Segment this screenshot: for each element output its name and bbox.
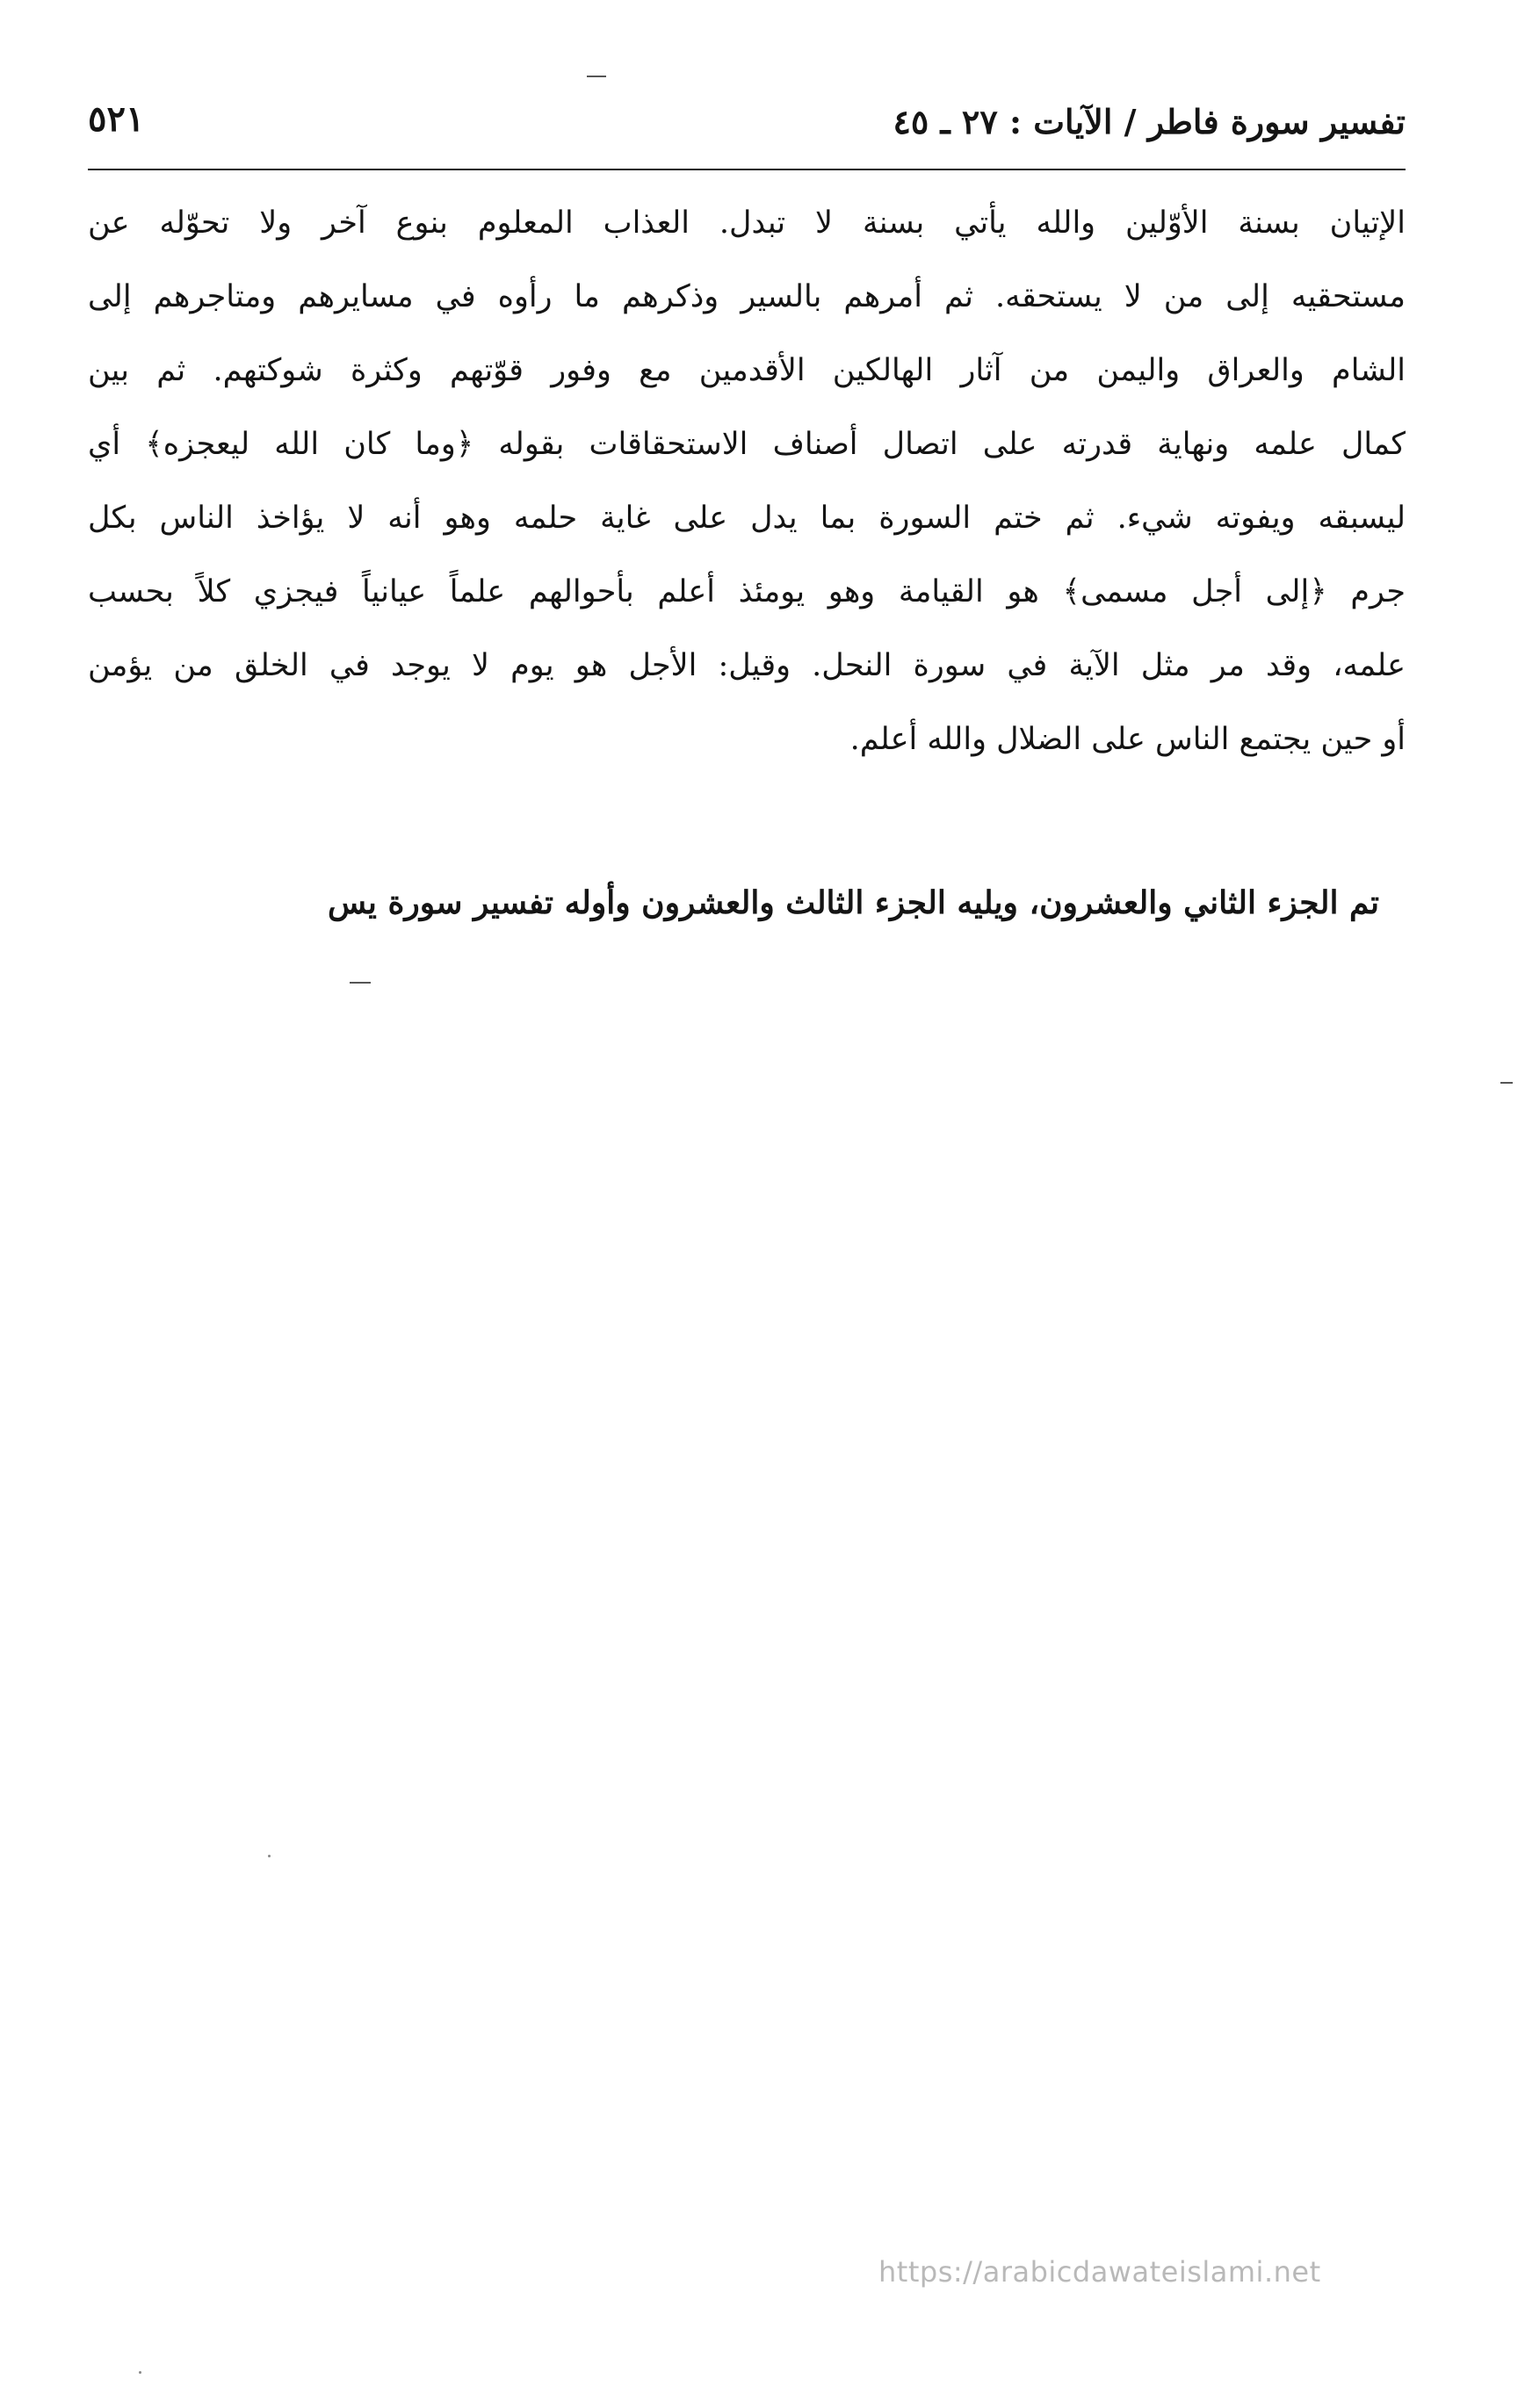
text-line: جرم ﴿إلى أجل مسمى﴾ هو القيامة وهو يومئذ أعلم بأحوالهم علماً عيانياً فيجزي كلاً بحسب xyxy=(88,574,1406,609)
scan-speck xyxy=(268,1855,271,1857)
body-paragraph xyxy=(88,186,1406,776)
text-line: أو حين يجتمع الناس على الضلال والله أعلم. xyxy=(849,722,1406,757)
text-line: مستحقيه إلى من لا يستحقه. ثم أمرهم بالسير وذكرهم ما رأوه في مسايرهم ومتاجرهم إلى xyxy=(88,279,1406,314)
header-rule xyxy=(88,169,1406,170)
text-line: ليسبقه ويفوته شيء. ثم ختم السورة بما يدل على غاية حلمه وهو أنه لا يؤاخذ الناس بكل xyxy=(88,501,1406,536)
text-line: الإتيان بسنة الأوّلين والله يأتي بسنة لا تبدل. العذاب المعلوم بنوع آخر ولا تحوّله عن xyxy=(88,205,1406,241)
scan-speck xyxy=(139,2371,141,2374)
scan-mark xyxy=(587,76,606,77)
page-number: ٥٢١ xyxy=(88,98,145,140)
scan-mark xyxy=(1500,1082,1513,1084)
text-line: علمه، وقد مر مثل الآية في سورة النحل. وقيل: الأجل هو يوم لا يوجد في الخلق من يؤمن xyxy=(88,648,1406,683)
closing-note: تم الجزء الثاني والعشرون، ويليه الجزء الثالث والعشرون وأوله تفسير سورة يس xyxy=(328,884,1379,921)
text-line: كمال علمه ونهاية قدرته على اتصال أصناف الاستحقاقات بقوله ﴿وما كان الله ليعجزه﴾ أي xyxy=(88,427,1406,462)
scan-mark xyxy=(350,982,371,984)
page-header xyxy=(88,98,1406,167)
text-line: الشام والعراق واليمن من آثار الهالكين الأقدمين مع وفور قوّتهم وكثرة شوكتهم. ثم بين xyxy=(88,353,1406,388)
running-title: تفسير سورة فاطر / الآيات : ٢٧ ـ ٤٥ xyxy=(893,102,1406,141)
watermark: https://arabicdawateislami.net xyxy=(878,2255,1321,2289)
